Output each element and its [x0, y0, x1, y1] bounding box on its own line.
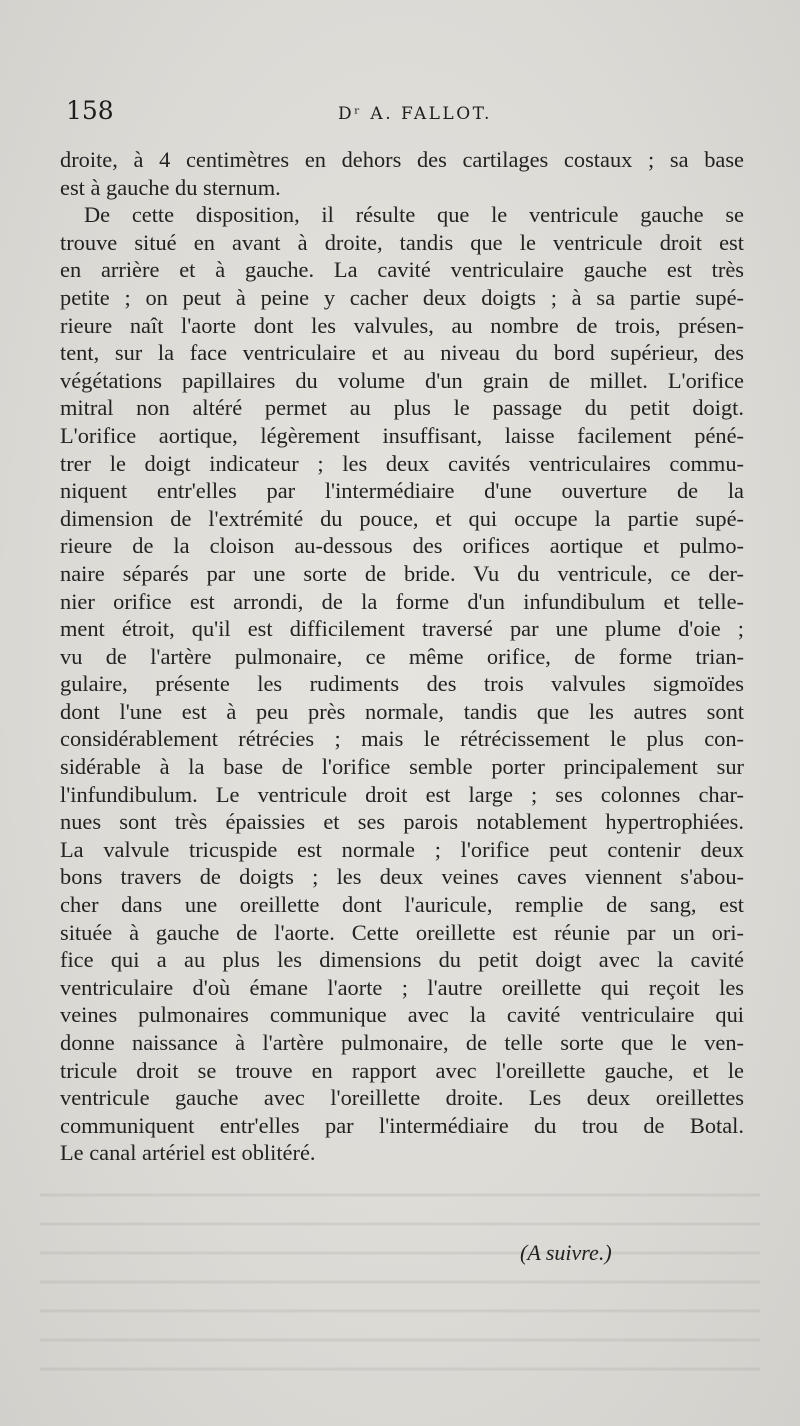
text-line: ventriculaire d'où émane l'aorte ; l'autre oreillette qui reçoit les — [60, 974, 744, 1000]
text-line: sidérable à la base de l'orifice semble porter principalement sur — [60, 754, 744, 780]
text-line: communiquent entr'elles par l'intermédiaire du trou de Botal. — [60, 1112, 744, 1138]
text-line: gulaire, présente les rudiments des trois valvules sigmoïdes — [60, 671, 744, 697]
text-line: naire séparés par une sorte de bride. Vu du ventricule, ce der- — [60, 560, 744, 586]
text-line: l'infundibulum. Le ventricule droit est large ; ses colonnes char- — [60, 781, 744, 807]
text-line: nues sont très épaissies et ses parois notablement hypertrophiées. — [60, 809, 744, 835]
text-line: considérablement rétrécies ; mais le rétrécissement le plus con- — [60, 726, 744, 752]
text-line: veines pulmonaires communique avec la cavité ventriculaire qui — [60, 1002, 744, 1028]
text-line: niquent entr'elles par l'intermédiaire d'une ouverture de la — [60, 478, 744, 504]
text-line: mitral non altéré permet au plus le passage du petit doigt. — [60, 395, 744, 421]
text-line: ment étroit, qu'il est difficilement traversé par une plume d'oie ; — [60, 616, 744, 642]
text-line: végétations papillaires du volume d'un grain de millet. L'orifice — [60, 367, 744, 393]
show-through-text — [40, 1175, 760, 1385]
text-line: petite ; on peut à peine y cacher deux doigts ; à sa partie supé- — [60, 284, 744, 310]
page-header — [66, 96, 746, 132]
text-line: donne naissance à l'artère pulmonaire, de telle sorte que le ven- — [60, 1030, 744, 1055]
text-line: cher dans une oreillette dont l'auricule, remplie de sang, est — [60, 892, 744, 918]
text-line: L'orifice aortique, légèrement insuffisant, laisse facilement péné- — [60, 422, 744, 448]
text-line: trouve situé en avant à droite, tandis que le ventricule droit est — [60, 229, 744, 255]
text-line: tent, sur la face ventriculaire et au niveau du bord supérieur, des — [60, 340, 744, 366]
text-line: trer le doigt indicateur ; les deux cavités ventriculaires commu- — [60, 450, 744, 476]
text-line: droite, à 4 centimètres en dehors des cartilages costaux ; sa base — [60, 147, 744, 172]
text-line: située à gauche de l'aorte. Cette oreillette est réunie par un ori- — [60, 919, 744, 945]
text-line: La valvule tricuspide est normale ; l'orifice peut contenir deux — [60, 836, 744, 862]
text-line: rieure de la cloison au-dessous des orifices aortique et pulmo- — [60, 533, 744, 559]
text-line: dont l'une est à peu près normale, tandis que les autres sont — [60, 698, 744, 724]
text-line: Le canal artériel est oblitéré. — [60, 1140, 316, 1166]
text-line: ventricule gauche avec l'oreillette droite. Les deux oreillettes — [60, 1085, 744, 1111]
text-line: De cette disposition, il résulte que le ventricule gauche se — [84, 202, 744, 228]
body-text — [44, 146, 744, 1167]
page-number: 158 — [66, 96, 114, 125]
text-line: fice qui a au plus les dimensions du petit doigt avec la cavité — [60, 947, 744, 973]
text-line: rieure naît l'aorte dont les valvules, au nombre de trois, présen- — [60, 312, 744, 338]
text-line: est à gauche du sternum. — [60, 174, 281, 200]
text-line: nier orifice est arrondi, de la forme d'un infundibulum et telle- — [60, 588, 744, 614]
running-head: Dʳ A. FALLOT. — [338, 104, 492, 124]
text-line: tricule droit se trouve en rapport avec l'oreillette gauche, et le — [60, 1057, 744, 1083]
text-line: bons travers de doigts ; les deux veines caves viennent s'abou- — [60, 864, 744, 890]
continuation-note: (A suivre.) — [520, 1240, 612, 1265]
text-line: en arrière et à gauche. La cavité ventriculaire gauche est très — [60, 257, 744, 283]
text-line: vu de l'artère pulmonaire, ce même orifice, de forme trian- — [60, 643, 744, 669]
text-line: dimension de l'extrémité du pouce, et qui occupe la partie supé- — [60, 505, 744, 531]
